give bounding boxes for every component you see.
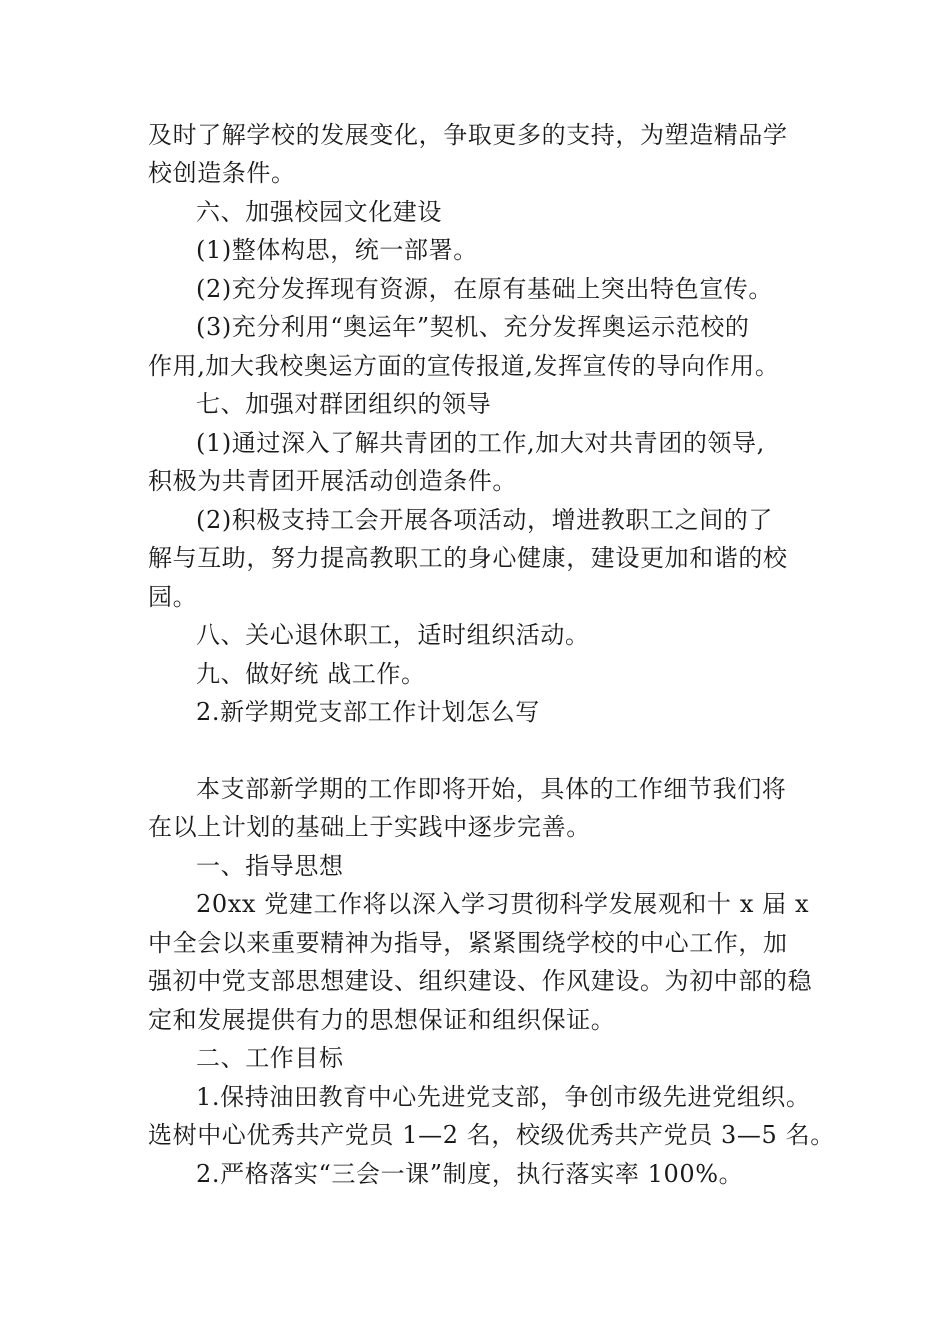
section-heading: 六、加强校园文化建设 [196,198,442,226]
list-item: 1.保持油田教育中心先进党支部，争创市级先进党组织。 [196,1083,811,1111]
paragraph-line: 本支部新学期的工作即将开始，具体的工作细节我们将 [196,775,787,803]
paragraph-line: 及时了解学校的发展变化，争取更多的支持，为塑造精品学 [148,121,788,149]
list-item: 2.严格落实“三会一课”制度，执行落实率 100%。 [196,1160,744,1188]
paragraph-line: 园。 [148,583,198,611]
paragraph-line: 选树中心优秀共产党员 1—2 名，校级优秀共产党员 3—5 名。 [148,1121,835,1149]
paragraph-line: 解与互助，努力提高教职工的身心健康，建设更加和谐的校 [148,544,788,572]
section-heading: 九、做好统 战工作。 [196,660,426,688]
section-heading: 七、加强对群团组织的领导 [196,390,492,418]
paragraph-line: 作用,加大我校奥运方面的宣传报道,发挥宣传的导向作用。 [148,352,780,380]
document-subtitle: 2.新学期党支部工作计划怎么写 [196,698,540,726]
list-item: (2)积极支持工会开展各项活动，增进教职工之间的了 [196,506,773,534]
paragraph-line: 校创造条件。 [148,159,296,187]
section-heading: 二、工作目标 [196,1044,344,1072]
paragraph-line: 强初中党支部思想建设、组织建设、作风建设。为初中部的稳 [148,967,813,995]
paragraph-line: 在以上计划的基础上于实践中逐步完善。 [148,813,591,841]
list-item: (1)通过深入了解共青团的工作,加大对共青团的领导, [196,429,765,457]
list-item: (2)充分发挥现有资源，在原有基础上突出特色宣传。 [196,275,773,303]
paragraph-line: 中全会以来重要精神为指导，紧紧围绕学校的中心工作，加 [148,929,788,957]
section-heading: 八、关心退休职工，适时组织活动。 [196,621,590,649]
paragraph-line: 积极为共青团开展活动创造条件。 [148,467,517,495]
section-heading: 一、指导思想 [196,852,344,880]
paragraph-line: 20xx 党建工作将以深入学习贯彻科学发展观和十 x 届 x [196,890,810,918]
list-item: (1)整体构思，统一部署。 [196,236,478,264]
list-item: (3)充分利用“奥运年”契机、充分发挥奥运示范校的 [196,313,750,341]
paragraph-line: 定和发展提供有力的思想保证和组织保证。 [148,1006,616,1034]
